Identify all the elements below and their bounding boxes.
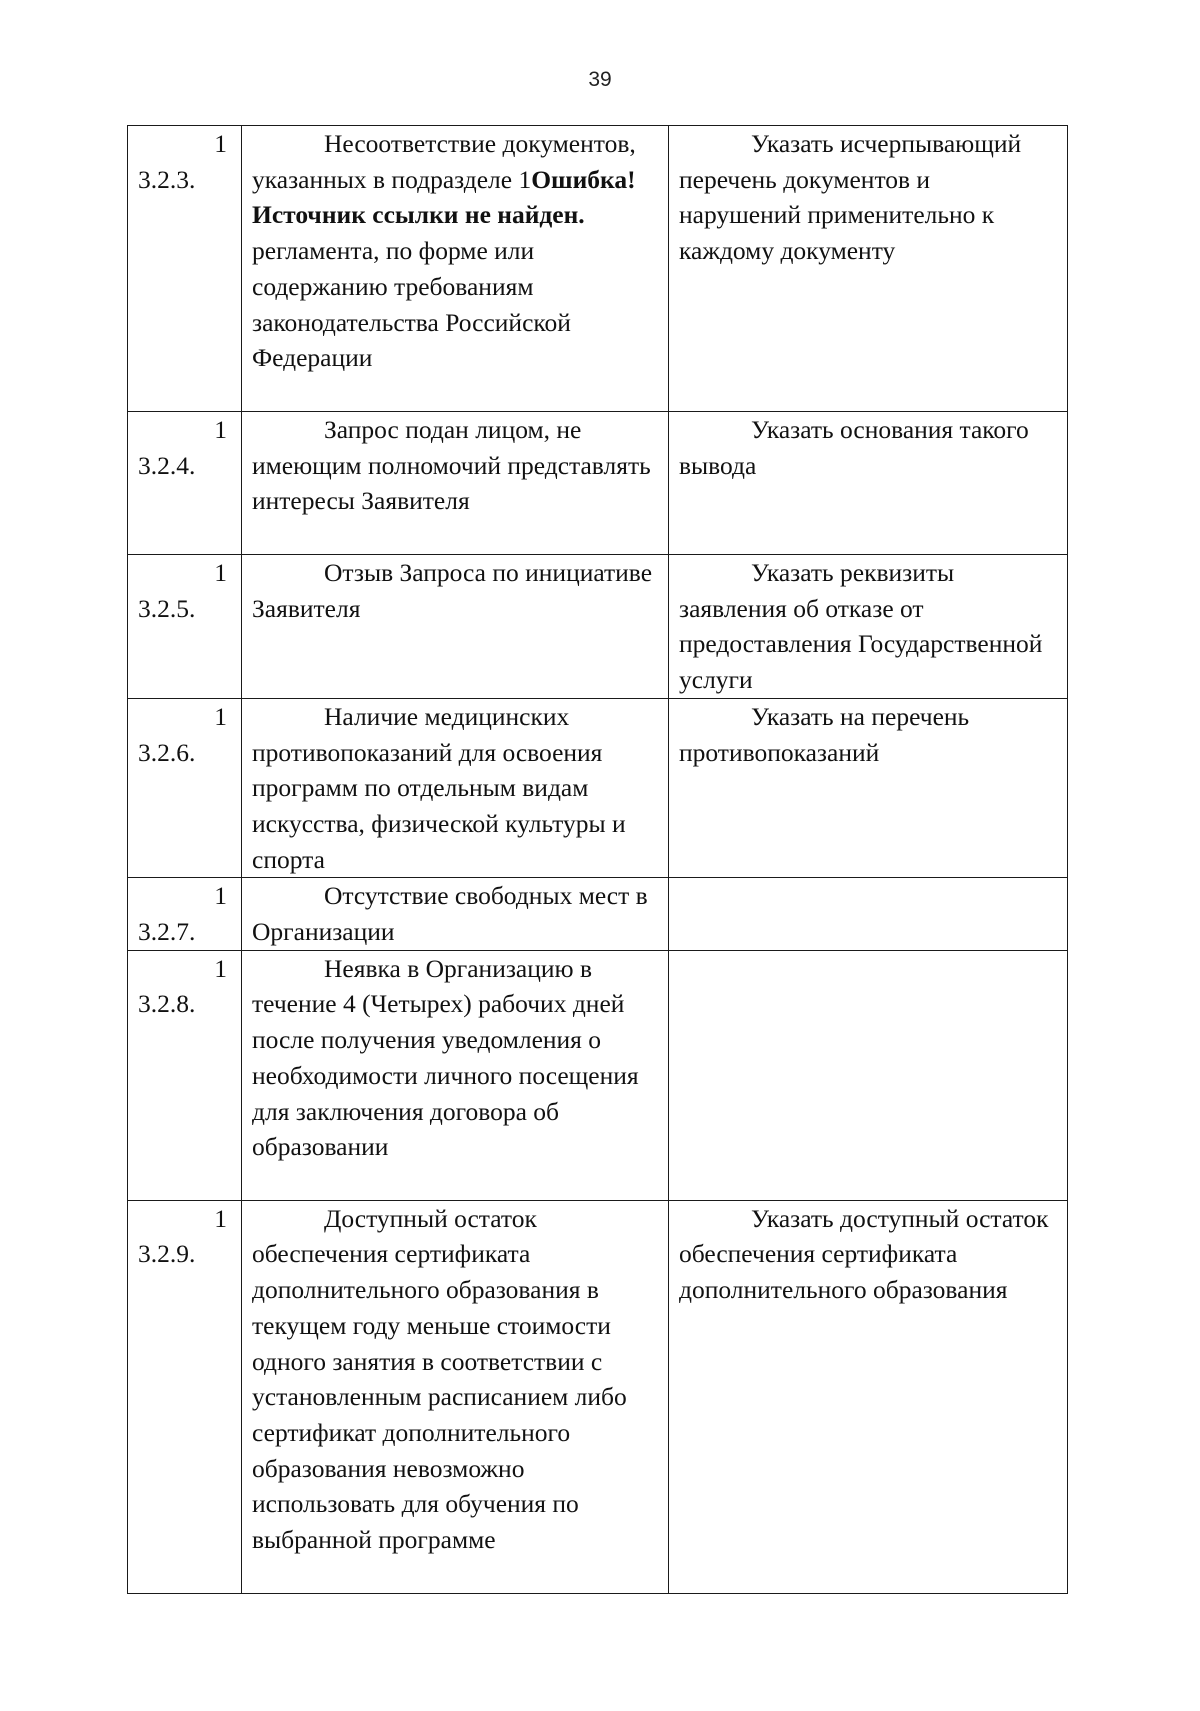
note-text: Указать на перечень противопоказаний [679, 701, 970, 767]
note-text: Указать реквизиты заявления об отказе от предоставления Государственной услуги [679, 558, 1043, 695]
reason-text: Запрос подан лицом, не имеющим полномочий представлять интересы Заявителя [252, 415, 651, 516]
row-number-cell [128, 878, 242, 950]
note-cell [669, 555, 1068, 699]
note-cell [669, 412, 1068, 555]
row-number-prefix: 1 [214, 129, 227, 158]
note-text: Указать основания такого вывода [679, 415, 1029, 480]
row-number-code: 3.2.3. [138, 164, 196, 194]
reason-text [252, 126, 658, 376]
refusal-grounds-table [127, 125, 1068, 1594]
note-cell [669, 126, 1068, 412]
table-row [128, 1200, 1068, 1593]
table-row [128, 698, 1068, 878]
row-number-code: 3.2.8. [138, 989, 196, 1019]
reason-cell [242, 878, 669, 950]
row-number-prefix: 1 [214, 701, 227, 731]
reason-cell [242, 698, 669, 878]
reason-cell [242, 1200, 669, 1593]
row-number-code: 3.2.5. [138, 593, 196, 623]
row-number-prefix: 1 [214, 953, 227, 983]
reason-text: Доступный остаток обеспечения сертификата дополнительного образования в текущем году меньше стоимости одного занятия в соответствии с установленным расписанием либо сертификат дополнительного образования невозможно использовать для обучения по выбранной программе [252, 1203, 627, 1555]
note-text: Указать доступный остаток обеспечения сертификата дополнительного образования [679, 1203, 1049, 1305]
page-number: 39 [588, 68, 612, 91]
reason-text: Наличие медицинских противопоказаний для освоения программ по отдельным видам искусства, физической культуры и спорта [252, 701, 626, 874]
row-number-code: 3.2.6. [138, 737, 196, 767]
note-cell [669, 1200, 1068, 1593]
note-cell [669, 878, 1068, 950]
reason-text-end: регламента, по форме или содержанию требованиям законодательства Российской Федерации [252, 236, 571, 373]
reason-text: Неявка в Организацию в течение 4 (Четырех) рабочих дней после получения уведомления о необходимости личного посещения для заключения договора об образовании [252, 953, 639, 1162]
reason-cell [242, 126, 669, 412]
row-number-cell [128, 950, 242, 1200]
note-cell [669, 698, 1068, 878]
reason-text-start: Несоответствие документов, указанных в подразделе 1 [252, 129, 636, 194]
row-number-code: 3.2.9. [138, 1239, 196, 1269]
reason-cell [242, 555, 669, 699]
row-number-prefix: 1 [214, 881, 227, 911]
note-text: Указать исчерпывающий перечень документов и нарушений применительно к каждому документу [679, 129, 1022, 266]
table-row [128, 126, 1068, 412]
table-row [128, 950, 1068, 1200]
table-row [128, 555, 1068, 699]
reason-text: Отзыв Запроса по инициативе Заявителя [252, 558, 653, 623]
row-number-cell [128, 412, 242, 555]
row-number-code: 3.2.7. [138, 917, 196, 947]
row-number-cell [128, 1200, 242, 1593]
row-number-prefix: 1 [214, 558, 227, 587]
row-number-prefix: 1 [214, 415, 227, 444]
row-number-prefix: 1 [214, 1203, 227, 1233]
reason-cell [242, 412, 669, 555]
note-cell [669, 950, 1068, 1200]
reason-cell [242, 950, 669, 1200]
row-number-cell [128, 698, 242, 878]
reference-error-text: Ошибка! Источник ссылки не найден. [252, 164, 636, 230]
row-number-cell [128, 126, 242, 412]
row-number-code: 3.2.4. [138, 450, 196, 480]
table-row [128, 412, 1068, 555]
table-row [128, 878, 1068, 950]
reason-text: Отсутствие свободных мест в Организации [252, 881, 648, 947]
row-number-cell [128, 555, 242, 699]
